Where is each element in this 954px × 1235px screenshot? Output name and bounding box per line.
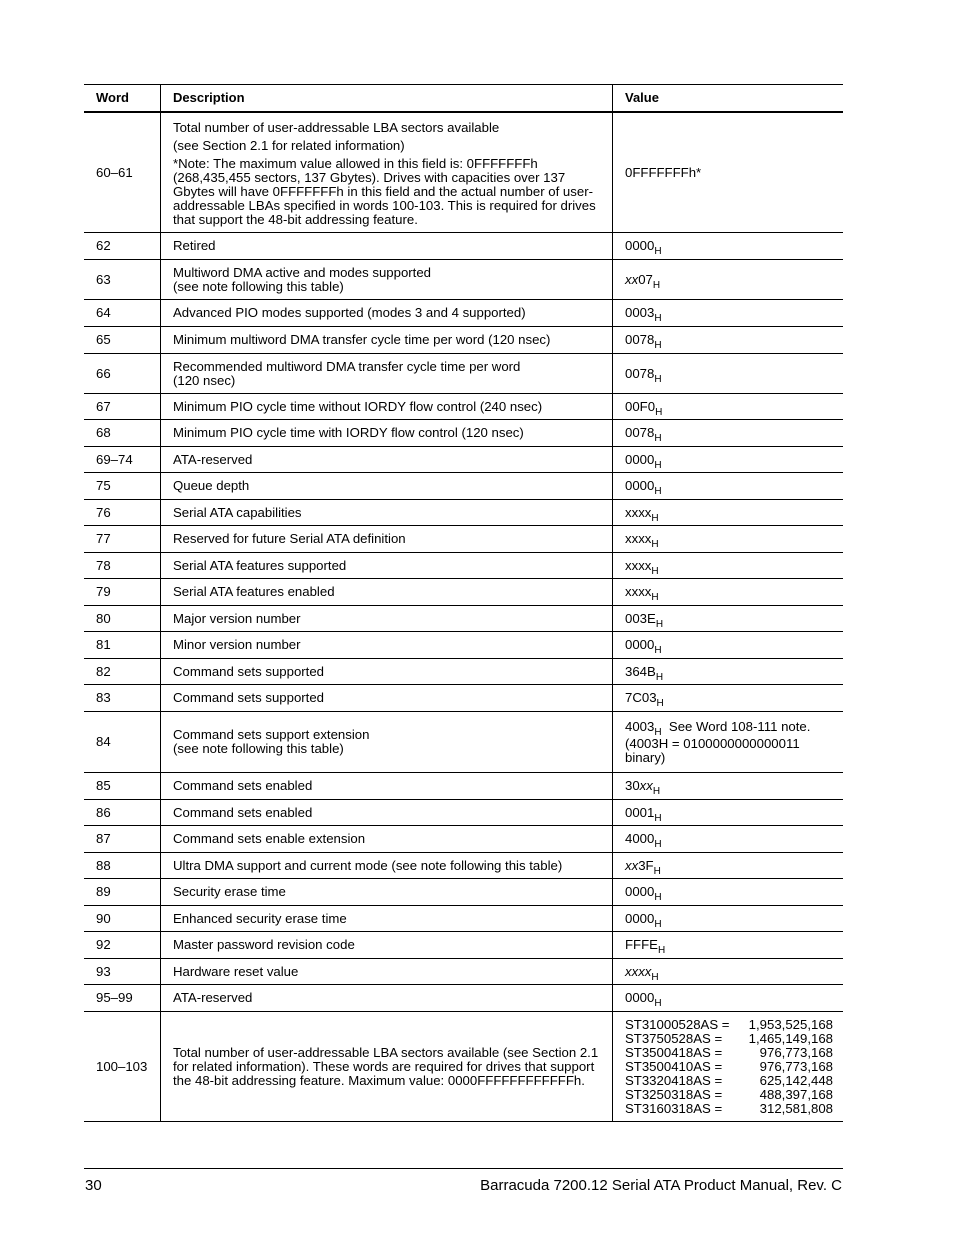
- value-cell: [613, 879, 843, 905]
- value-cell: [613, 712, 843, 772]
- value-cell: [613, 553, 843, 578]
- value-text: 0000: [625, 884, 655, 899]
- value-line: [625, 365, 837, 385]
- value-line: [625, 584, 837, 603]
- value-text: 0000: [625, 990, 655, 1005]
- description-line: Command sets enabled: [173, 778, 313, 793]
- word-cell: 63: [84, 260, 161, 299]
- description-cell: [161, 447, 613, 472]
- hex-suffix: H: [654, 998, 662, 1009]
- value-line: [625, 504, 837, 524]
- description-cell: [161, 879, 613, 905]
- word-cell: 86: [84, 800, 161, 825]
- value-text: 4003: [625, 718, 655, 734]
- description-cell: [161, 300, 613, 326]
- hex-suffix: H: [654, 839, 662, 850]
- value-text: xxxx: [625, 557, 652, 573]
- table-row: [84, 233, 843, 260]
- hex-suffix: H: [651, 539, 659, 550]
- description-line: Minor version number: [173, 637, 301, 652]
- value-text: 07: [638, 271, 653, 287]
- table-row: [84, 773, 843, 800]
- description-line: Advanced PIO modes supported (modes 3 and 4 supported): [173, 305, 526, 320]
- model-name: ST3160318AS =: [625, 1100, 723, 1116]
- description-cell: [161, 685, 613, 711]
- hex-suffix: H: [651, 592, 659, 603]
- value-variable: xx: [639, 778, 653, 793]
- value-text: 3F: [638, 857, 654, 873]
- sector-count: 1,953,525,168: [748, 1016, 833, 1032]
- hex-suffix: H: [652, 786, 661, 797]
- table-row: [84, 985, 843, 1012]
- description-cell: [161, 233, 613, 259]
- word-cell: 62: [84, 233, 161, 259]
- word-cell: 100–103: [84, 1012, 161, 1121]
- table-row: [84, 606, 843, 632]
- value-cell: [613, 354, 843, 393]
- value-prefix: 30: [625, 778, 640, 793]
- value-variable: xxxx: [625, 963, 652, 979]
- description-cell: [161, 500, 613, 525]
- value-line: [625, 451, 837, 471]
- description-line: Minimum multiword DMA transfer cycle time per word (120 nsec): [173, 332, 551, 347]
- value-cell: [613, 300, 843, 326]
- table-row: [84, 260, 843, 300]
- table-row: [84, 1012, 843, 1122]
- value-cell: [613, 606, 843, 631]
- description-line: ATA-reserved: [173, 451, 253, 467]
- word-cell: 65: [84, 327, 161, 353]
- description-cell: [161, 579, 613, 605]
- table-row: [84, 659, 843, 685]
- description-line: Major version number: [173, 610, 301, 626]
- hex-suffix: H: [652, 279, 661, 291]
- table-row: [84, 879, 843, 906]
- description-line: (see note following this table): [173, 278, 344, 294]
- description-note: *Note: The maximum value allowed in this field is: 0FFFFFFFh (268,435,455 sectors, 137 Gbytes). Drives with capacities over 137 Gbytes will have 0FFFFFFFh in this field and the actual number of user-addressable LBAs specified in words 100-103. This is required for drives that support the 48-bit addressing feature.: [173, 155, 596, 227]
- model-name: ST3500410AS =: [625, 1058, 723, 1074]
- word-cell: 64: [84, 300, 161, 326]
- word-cell: 90: [84, 906, 161, 931]
- table-row: [84, 553, 843, 579]
- description-line: (see note following this table): [173, 741, 344, 756]
- description-cell: [161, 712, 613, 772]
- value-cell: [613, 800, 843, 825]
- hex-suffix: H: [655, 671, 664, 683]
- value-cell: 0FFFFFFFh*: [625, 164, 702, 180]
- description-line: Reserved for future Serial ATA definition: [173, 531, 406, 546]
- value-text: 0000: [625, 478, 655, 493]
- footer-title: Barracuda 7200.12 Serial ATA Product Manual, Rev. C: [480, 1177, 842, 1194]
- table-row: [84, 327, 843, 354]
- table-row: [84, 354, 843, 394]
- model-capacity-line: [625, 1032, 833, 1046]
- value-text: FFFE: [625, 937, 658, 952]
- hex-suffix: H: [654, 459, 662, 471]
- value-cell: [613, 1012, 843, 1121]
- table-row: [84, 853, 843, 879]
- value-line: [625, 398, 837, 418]
- hex-suffix: H: [654, 812, 662, 824]
- description-line: Serial ATA capabilities: [173, 504, 302, 520]
- hex-suffix: H: [656, 698, 664, 709]
- description-line: Minimum PIO cycle time without IORDY flow control (240 nsec): [173, 398, 543, 414]
- word-cell: 92: [84, 932, 161, 958]
- value-line: [625, 271, 837, 291]
- description-cell: [161, 473, 613, 499]
- description-line: Command sets support extension: [173, 727, 370, 742]
- description-cell: [161, 632, 613, 658]
- description-cell: [161, 985, 613, 1011]
- description-cell: [161, 773, 613, 799]
- value-text: 0000: [625, 238, 655, 253]
- description-line: Command sets supported: [173, 690, 324, 705]
- hex-suffix: H: [654, 340, 662, 351]
- description-line: Serial ATA features supported: [173, 557, 347, 573]
- value-cell: [613, 985, 843, 1011]
- table-row: [84, 632, 843, 659]
- table-row: [84, 394, 843, 420]
- description-cell: [161, 606, 613, 631]
- value-line: [625, 332, 837, 351]
- description-cell: [161, 420, 613, 446]
- table-row: [84, 500, 843, 526]
- value-text: 0000: [625, 451, 655, 467]
- value-variable: xx: [625, 857, 639, 873]
- description-line: Enhanced security erase time: [173, 910, 347, 926]
- word-cell: 76: [84, 500, 161, 525]
- model-capacity-line: [625, 1088, 833, 1102]
- description-line: Security erase time: [173, 884, 286, 899]
- table-row: [84, 712, 843, 773]
- description-cell: [161, 826, 613, 852]
- word-cell: 75: [84, 473, 161, 499]
- value-text: 003E: [625, 610, 656, 626]
- sector-count: 976,773,168: [759, 1044, 833, 1060]
- model-name: ST3250318AS =: [625, 1086, 723, 1102]
- value-cell: [613, 632, 843, 658]
- value-cell: [613, 853, 843, 878]
- header-word: Word: [84, 85, 161, 111]
- page-number: 30: [85, 1177, 102, 1194]
- word-cell: 85: [84, 773, 161, 799]
- value-cell: [613, 906, 843, 931]
- value-variable: xx: [625, 271, 639, 287]
- hex-suffix: H: [654, 313, 662, 324]
- value-line: (4003H = 0100000000000011: [625, 735, 800, 751]
- word-cell: 60–61: [84, 113, 161, 232]
- description-line: Serial ATA features enabled: [173, 584, 335, 599]
- value-text: 364B: [625, 663, 656, 679]
- word-cell: 88: [84, 853, 161, 878]
- table-row: [84, 447, 843, 473]
- model-name: ST3320418AS =: [625, 1072, 723, 1088]
- value-cell: [613, 327, 843, 353]
- value-line: [625, 238, 837, 257]
- description-line: Hardware reset value: [173, 963, 299, 979]
- value-line: [625, 937, 837, 956]
- description-line: (120 nsec): [173, 372, 236, 388]
- sector-count: 976,773,168: [759, 1058, 833, 1074]
- value-line: [625, 857, 837, 877]
- header-value: Value: [625, 90, 659, 105]
- word-cell: 68: [84, 420, 161, 446]
- hex-suffix: H: [654, 433, 662, 444]
- description-cell: [161, 553, 613, 578]
- identify-device-table: [84, 84, 843, 1122]
- description-line: Multiword DMA active and modes supported: [173, 264, 432, 280]
- value-line: [625, 637, 837, 656]
- value-cell: [613, 394, 843, 419]
- value-line: [625, 884, 837, 903]
- sector-count: 312,581,808: [759, 1100, 833, 1116]
- model-name: ST3750528AS =: [625, 1030, 723, 1046]
- word-cell: 69–74: [84, 447, 161, 472]
- word-cell: 80: [84, 606, 161, 631]
- value-text: 0003: [625, 305, 655, 320]
- value-text: 0000: [625, 910, 655, 926]
- description-line: (see Section 2.1 for related information): [173, 137, 405, 153]
- footer-rule: [84, 1168, 843, 1169]
- value-line: [625, 663, 837, 683]
- value-line: [625, 831, 837, 850]
- table-row: [84, 473, 843, 500]
- value-text: 00F0: [625, 398, 656, 414]
- value-line: [625, 425, 837, 444]
- description-line: Command sets supported: [173, 663, 324, 679]
- description-cell: [161, 526, 613, 552]
- value-cell: [613, 685, 843, 711]
- table-row: [84, 420, 843, 447]
- table-row: [84, 685, 843, 712]
- hex-suffix: H: [655, 406, 663, 418]
- word-cell: 89: [84, 879, 161, 905]
- description-cell: [161, 932, 613, 958]
- value-line: [625, 557, 837, 577]
- hex-suffix: H: [654, 486, 662, 497]
- value-cell: [613, 659, 843, 684]
- sector-count: 1,465,149,168: [748, 1030, 833, 1046]
- value-line: [625, 478, 837, 497]
- model-name: ST3500418AS =: [625, 1044, 723, 1060]
- sector-count: 625,142,448: [759, 1072, 833, 1088]
- value-cell: [613, 526, 843, 552]
- hex-suffix: H: [654, 645, 662, 656]
- header-description: Description: [161, 85, 613, 111]
- word-cell: 78: [84, 553, 161, 578]
- word-cell: 67: [84, 394, 161, 419]
- hex-suffix: H: [654, 726, 662, 738]
- value-line: [625, 690, 837, 709]
- value-cell: [613, 260, 843, 299]
- table-row: [84, 113, 843, 233]
- value-line: binary): [625, 749, 666, 765]
- hex-suffix: H: [651, 565, 659, 577]
- description-line: Recommended multiword DMA transfer cycle time per word: [173, 358, 521, 374]
- word-cell: 83: [84, 685, 161, 711]
- description-line: Master password revision code: [173, 937, 355, 952]
- value-text: 0001: [625, 804, 655, 820]
- value-note: See Word 108-111 note.: [668, 718, 811, 734]
- description-cell: [161, 659, 613, 684]
- table-row: [84, 959, 843, 985]
- description-line: Command sets enabled: [173, 804, 313, 820]
- table-row: [84, 826, 843, 853]
- model-capacity-line: [625, 1046, 833, 1060]
- value-text: 7C03: [625, 690, 657, 705]
- value-text: 4000: [625, 831, 655, 846]
- description-line: Minimum PIO cycle time with IORDY flow control (120 nsec): [173, 425, 524, 440]
- description-line: Command sets enable extension: [173, 831, 366, 846]
- model-capacity-line: [625, 1018, 833, 1032]
- hex-suffix: H: [651, 971, 659, 983]
- description-line: Retired: [173, 238, 216, 253]
- description-cell: [161, 959, 613, 984]
- description-cell: [161, 906, 613, 931]
- value-line: [625, 718, 837, 738]
- value-cell: [613, 826, 843, 852]
- description-cell: [161, 260, 613, 299]
- word-cell: 66: [84, 354, 161, 393]
- description-line: ATA-reserved: [173, 990, 253, 1005]
- hex-suffix: H: [654, 892, 662, 903]
- value-line: [625, 990, 837, 1009]
- sector-count: 488,397,168: [759, 1086, 833, 1102]
- value-line: [625, 531, 837, 550]
- hex-suffix: H: [651, 512, 659, 524]
- value-cell: [613, 420, 843, 446]
- value-text: 0078: [625, 332, 655, 347]
- value-cell: [613, 233, 843, 259]
- description-line: Queue depth: [173, 478, 250, 493]
- word-cell: 84: [84, 712, 161, 772]
- hex-suffix: H: [654, 246, 662, 257]
- value-line: [625, 910, 837, 930]
- model-capacity-line: [625, 1102, 833, 1116]
- description-cell: [161, 800, 613, 825]
- table-row: [84, 932, 843, 959]
- word-cell: 95–99: [84, 985, 161, 1011]
- hex-suffix: H: [657, 945, 666, 956]
- model-capacity-line: [625, 1060, 833, 1074]
- value-line: [625, 963, 837, 983]
- word-cell: 81: [84, 632, 161, 658]
- hex-suffix: H: [654, 373, 662, 385]
- description-cell: Total number of user-addressable LBA sectors available (see Section 2.1 for related information). These words are required for drives that support the 48-bit addressing feature. Maximum value: 0000FFFFFFFFFFFFh.: [161, 1012, 613, 1121]
- value-cell: [613, 773, 843, 799]
- word-cell: 79: [84, 579, 161, 605]
- word-cell: 87: [84, 826, 161, 852]
- table-row: [84, 906, 843, 932]
- description-cell: [161, 327, 613, 353]
- hex-suffix: H: [655, 618, 664, 630]
- hex-suffix: H: [653, 865, 661, 877]
- table-row: [84, 579, 843, 606]
- value-line: [625, 804, 837, 824]
- table-row: [84, 300, 843, 327]
- value-line: [625, 305, 837, 324]
- value-text: 0078: [625, 365, 655, 381]
- description-cell: [161, 354, 613, 393]
- model-name: ST31000528AS =: [625, 1016, 730, 1032]
- description-line: Total number of user-addressable LBA sectors available: [173, 119, 500, 135]
- value-cell: [613, 500, 843, 525]
- value-cell: [613, 447, 843, 472]
- table-row: [84, 526, 843, 553]
- value-cell: [613, 932, 843, 958]
- value-text: xxxx: [625, 584, 652, 599]
- description-cell: [161, 394, 613, 419]
- value-text: xxxx: [625, 504, 652, 520]
- value-cell: [613, 579, 843, 605]
- value-cell: [613, 959, 843, 984]
- value-line: [625, 778, 837, 797]
- word-cell: 93: [84, 959, 161, 984]
- table-header: [84, 84, 843, 113]
- description-cell: [161, 853, 613, 878]
- hex-suffix: H: [654, 918, 662, 930]
- description-cell: [161, 113, 613, 232]
- value-text: xxxx: [625, 531, 652, 546]
- value-cell: [613, 473, 843, 499]
- value-text: 0078: [625, 425, 655, 440]
- table-row: [84, 800, 843, 826]
- value-text: 0000: [625, 637, 655, 652]
- word-cell: 82: [84, 659, 161, 684]
- model-capacity-line: [625, 1074, 833, 1088]
- description-line: Ultra DMA support and current mode (see note following this table): [173, 857, 563, 873]
- value-line: [625, 610, 837, 630]
- word-cell: 77: [84, 526, 161, 552]
